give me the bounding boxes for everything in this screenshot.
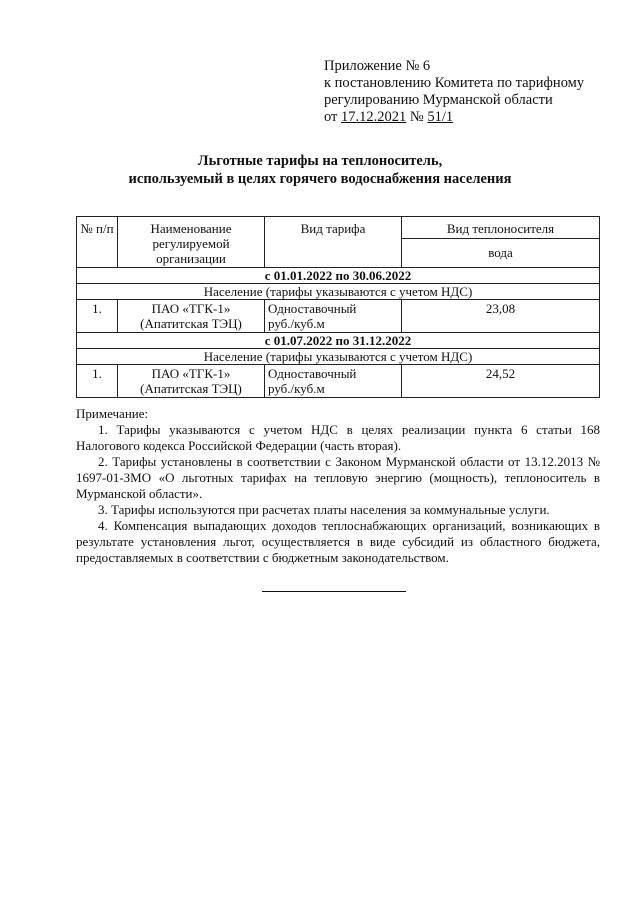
tariff-unit: руб./куб.м <box>268 381 325 396</box>
tariff-table-wrap <box>76 216 600 398</box>
header-carrier-water: вода <box>402 239 600 268</box>
tariff-type-name: Одноставочный <box>268 366 357 381</box>
tariff-type-name: Одноставочный <box>268 301 357 316</box>
appendix-line-1: Приложение № 6 <box>324 58 431 74</box>
org-name: ПАО «ТГК-1» <box>151 301 231 316</box>
table-header-row <box>77 217 600 239</box>
appendix-line-2: к постановлению Комитета по тарифному <box>324 75 585 91</box>
document-title <box>0 152 640 188</box>
notes-heading: Примечание: <box>76 406 149 421</box>
tariff-unit: руб./куб.м <box>268 316 325 331</box>
row-tariff-type <box>265 365 402 398</box>
group-row-2 <box>77 349 600 365</box>
note-item-2: 2. Тарифы установлены в соответствии с Законом Мурманской области от 13.12.2013 № 1697-01-ЗМО «О льготных тарифах на тепловую энергию (мощность), теплоноситель в Мурманской области». <box>76 454 600 501</box>
header-num: № п/п <box>77 217 118 268</box>
row-num: 1. <box>77 300 118 333</box>
note-item-4: 4. Компенсация выпадающих доходов теплоснабжающих организаций, возникающих в результате установления льгот, осуществляется в виде субсидий из областного бюджета, предоставляемых в соответствии с бюджетным законодательством. <box>76 518 600 565</box>
tariff-table <box>76 216 600 398</box>
org-name: ПАО «ТГК-1» <box>151 366 231 381</box>
period-label: с 01.07.2022 по 31.12.2022 <box>77 333 600 349</box>
period-row-2 <box>77 333 600 349</box>
header-org: Наименование регулируемой организации <box>118 217 265 268</box>
table-row <box>77 365 600 398</box>
row-org <box>118 300 265 333</box>
org-branch: (Апатитская ТЭЦ) <box>140 381 242 396</box>
appendix-line-3: регулированию Мурманской области <box>324 92 553 108</box>
end-rule-divider <box>262 591 406 592</box>
row-tariff-value: 24,52 <box>402 365 600 398</box>
group-label: Население (тарифы указываются с учетом НДС) <box>77 284 600 300</box>
period-row-1 <box>77 268 600 284</box>
period-label: с 01.01.2022 по 30.06.2022 <box>77 268 600 284</box>
appendix-header <box>324 58 584 126</box>
table-row <box>77 300 600 333</box>
appendix-date-line <box>324 109 584 126</box>
row-num: 1. <box>77 365 118 398</box>
row-tariff-value: 23,08 <box>402 300 600 333</box>
date-prefix: от <box>324 109 342 125</box>
row-tariff-type <box>265 300 402 333</box>
header-carrier: Вид теплоносителя <box>402 217 600 239</box>
row-org <box>118 365 265 398</box>
resolution-date: 17.12.2021 <box>341 109 407 125</box>
org-branch: (Апатитская ТЭЦ) <box>140 316 242 331</box>
header-tariff-type: Вид тарифа <box>265 217 402 268</box>
notes-section <box>76 406 600 566</box>
resolution-number: 51/1 <box>427 109 454 125</box>
group-row-1 <box>77 284 600 300</box>
group-label: Население (тарифы указываются с учетом НДС) <box>77 349 600 365</box>
note-item-1: 1. Тарифы указываются с учетом НДС в целях реализации пункта 6 статьи 168 Налогового кодекса Российской Федерации (часть вторая). <box>76 422 600 453</box>
title-line-2: используемый в целях горячего водоснабжения населения <box>128 171 512 187</box>
note-item-3: 3. Тарифы используются при расчетах платы населения за коммунальные услуги. <box>98 502 550 517</box>
title-line-1: Льготные тарифы на теплоноситель, <box>197 153 443 169</box>
number-prefix: № <box>406 109 428 125</box>
